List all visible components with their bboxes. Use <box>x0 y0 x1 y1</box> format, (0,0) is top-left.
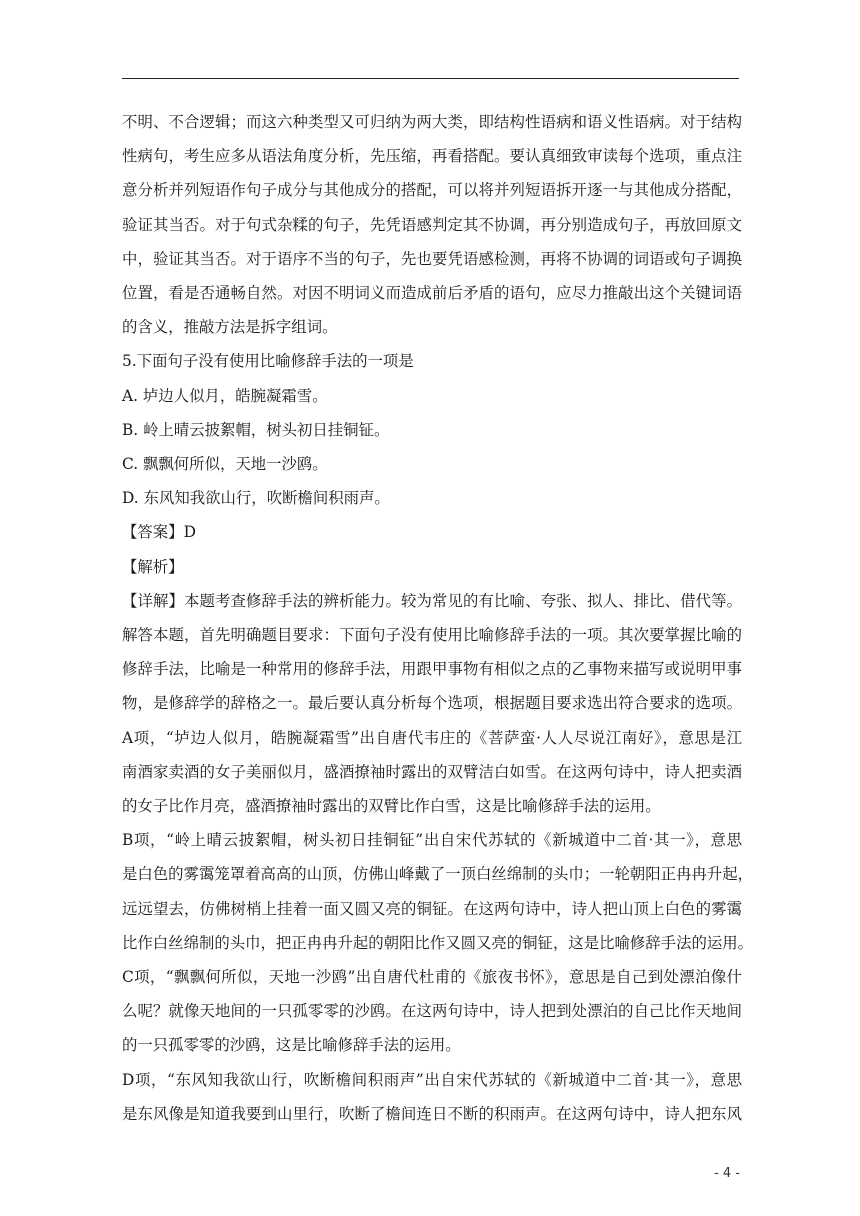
text-line: 性病句，考生应多从语法角度分析，先压缩，再看搭配。要认真细致审读每个选项，重点注 <box>122 147 742 166</box>
question-stem: 5.下面句子没有使用比喻修辞手法的一项是 <box>122 352 414 371</box>
text-line: 中，验证其当否。对于语序不当的句子，先也要凭语感检测，再将不协调的词语或句子调换 <box>122 249 742 268</box>
text-line: 验证其当否。对于句式杂糅的句子，先凭语感判定其不协调，再分别造成句子，再放回原文 <box>122 215 742 234</box>
text-line: 意分析并列短语作句子成分与其他成分的搭配，可以将并列短语拆开逐一与其他成分搭配， <box>122 181 742 200</box>
text-line: 解答本题，首先明确题目要求：下面句子没有使用比喻修辞手法的一项。其次要掌握比喻的 <box>122 626 742 645</box>
text-line: 的含义，推敲方法是拆字组词。 <box>122 318 338 337</box>
text-line: 比作白丝绵制的头巾，把正冉冉升起的朝阳比作又圆又亮的铜钲，这是比喻修辞手法的运用。 <box>122 933 754 952</box>
text-line: 远远望去，仿佛树梢上挂着一面又圆又亮的铜钲。在这两句诗中，诗人把山顶上白色的雾霭 <box>122 899 742 918</box>
text-line: A项，“垆边人似月，皓腕凝霜雪”出自唐代韦庄的《菩萨蛮·人人尽说江南好》，意思是江 <box>122 728 742 747</box>
text-line: 是白色的雾霭笼罩着高高的山顶，仿佛山峰戴了一顶白丝绵制的头巾；一轮朝阳正冉冉升起， <box>122 865 754 884</box>
header-rule <box>122 78 739 79</box>
text-line: B项，“岭上晴云披絮帽，树头初日挂铜钲”出自宋代苏轼的《新城道中二首·其一》，意思 <box>122 831 742 850</box>
option-b: B. 岭上晴云披絮帽，树头初日挂铜钲。 <box>122 420 390 439</box>
option-c: C. 飘飘何所似，天地一沙鸥。 <box>122 455 328 474</box>
text-line: 不明、不合逻辑；而这六种类型又可归纳为两大类，即结构性语病和语义性语病。对于结构 <box>122 113 742 131</box>
text-line: 的一只孤零零的沙鸥，这是比喻修辞手法的运用。 <box>122 1036 461 1055</box>
text-line: 修辞手法，比喻是一种常用的修辞手法，用跟甲事物有相似之点的乙事物来描写或说明甲事 <box>122 660 742 679</box>
text-line: 南酒家卖酒的女子美丽似月，盛酒撩袖时露出的双臂洁白如雪。在这两句诗中，诗人把卖酒 <box>122 762 742 781</box>
text-line: D项，“东风知我欲山行，吹断檐间积雨声”出自宋代苏轼的《新城道中二首·其一》，意思 <box>122 1070 742 1089</box>
text-line: 位置，看是否通畅自然。对因不明词义而造成前后矛盾的语句，应尽力推敲出这个关键词语 <box>122 284 742 303</box>
option-a: A. 垆边人似月，皓腕凝霜雪。 <box>122 386 328 405</box>
answer-label: 【答案】D <box>122 523 196 542</box>
text-line: 么呢？就像天地间的一只孤零零的沙鸥。在这两句诗中，诗人把到处漂泊的自己比作天地间 <box>122 1002 742 1021</box>
option-d: D. 东风知我欲山行，吹断檐间积雨声。 <box>122 489 390 508</box>
text-line: 物，是修辞学的辞格之一。最后要认真分析每个选项，根据题目要求选出符合要求的选项。 <box>122 694 742 713</box>
text-line: 的女子比作月亮，盛酒撩袖时露出的双臂比作白雪，这是比喻修辞手法的运用。 <box>122 797 661 816</box>
page-number: - 4 - <box>714 1166 740 1181</box>
document-body <box>122 105 754 1131</box>
text-line: C项，“飘飘何所似，天地一沙鸥”出自唐代杜甫的《旅夜书怀》，意思是自己到处漂泊像什 <box>122 968 742 987</box>
analysis-label: 【解析】 <box>122 557 184 576</box>
text-line: 【详解】本题考查修辞手法的辨析能力。较为常见的有比喻、夸张、拟人、排比、借代等。 <box>122 591 742 610</box>
text-line: 是东风像是知道我要到山里行，吹断了檐间连日不断的积雨声。在这两句诗中，诗人把东风 <box>122 1104 742 1123</box>
